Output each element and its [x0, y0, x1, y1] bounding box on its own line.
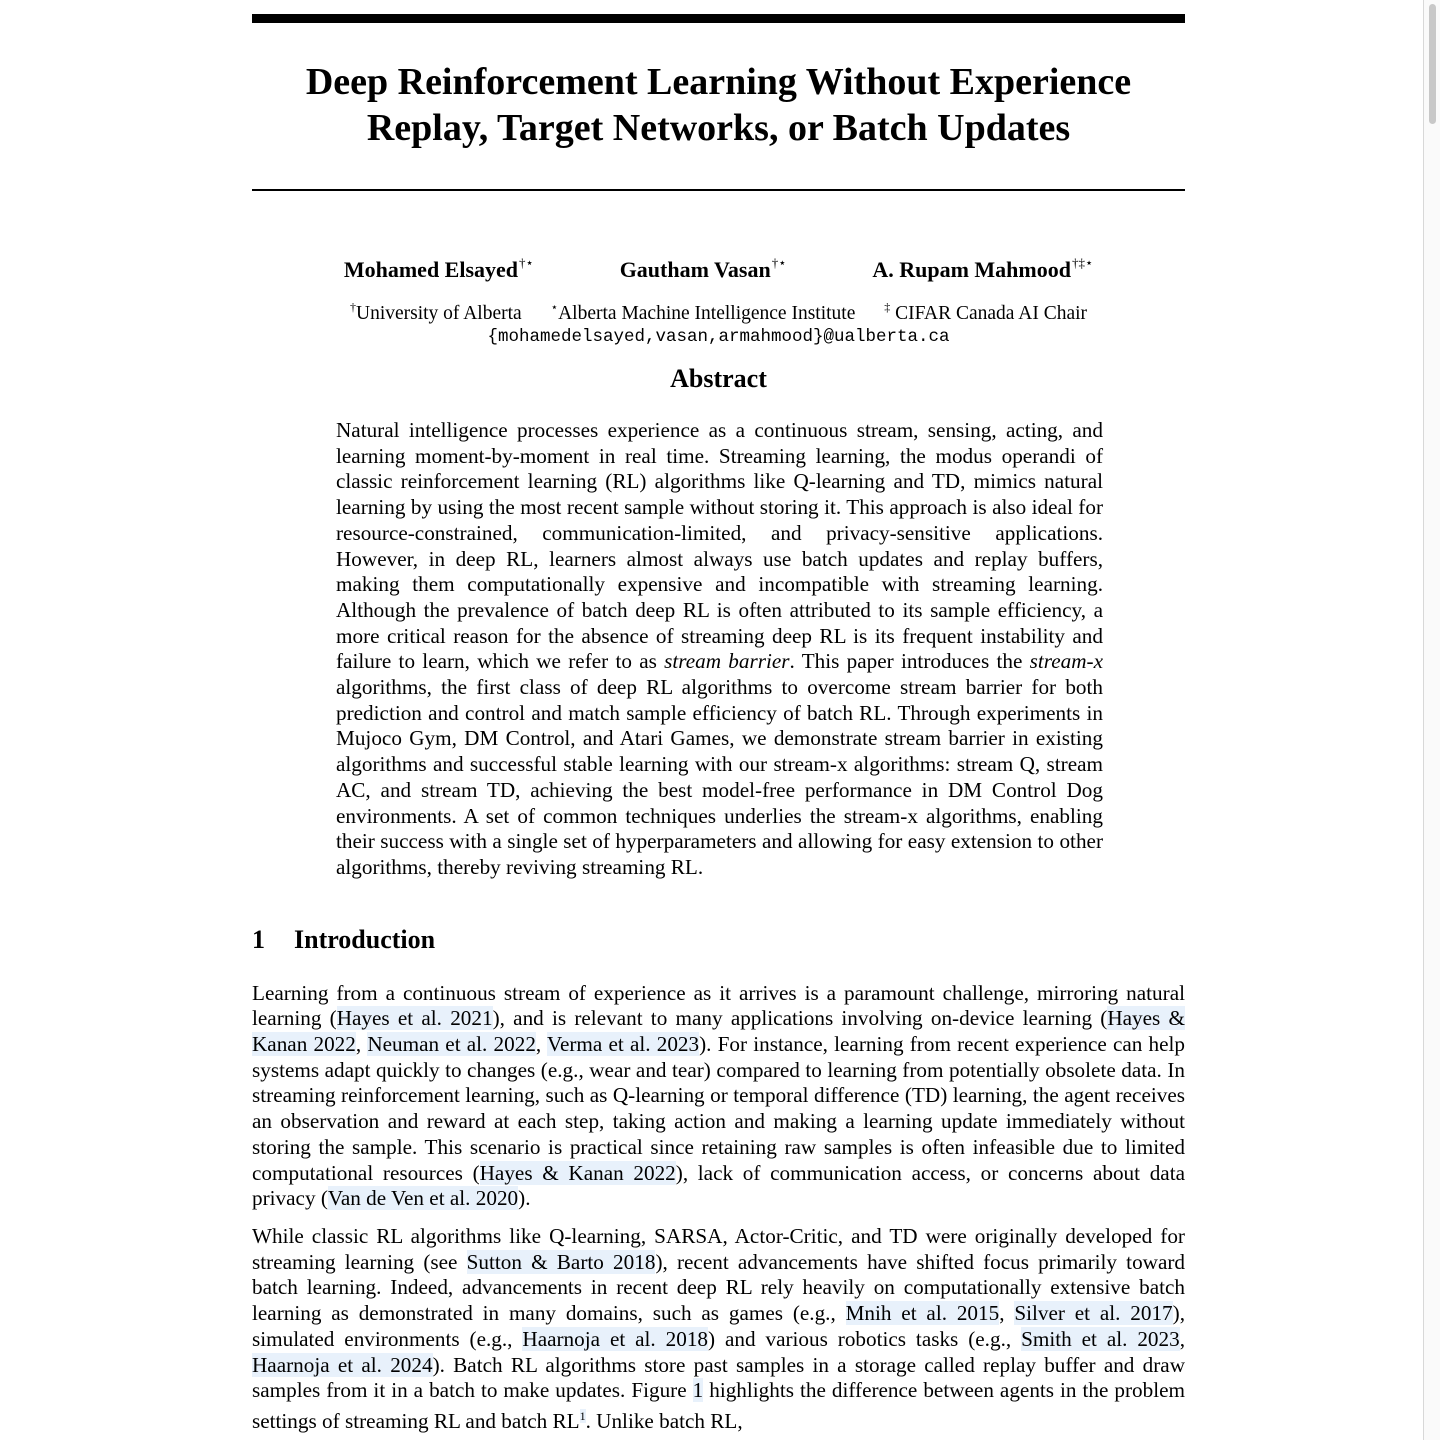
citation-link[interactable]: Hayes & Kanan 2022: [252, 1006, 1185, 1057]
author-list: [252, 255, 1185, 283]
author-email: {mohamedelsayed,vasan,armahmood}@ualberta.ca: [487, 327, 950, 347]
citation-link[interactable]: Van de Ven et al. 2020: [327, 1186, 519, 1211]
section-number: 1: [252, 924, 265, 954]
affiliations: [252, 295, 1185, 326]
citation-link[interactable]: Verma et al. 2023: [547, 1032, 700, 1057]
figure-ref-link[interactable]: 1: [692, 1378, 704, 1403]
abstract-heading: Abstract: [670, 364, 767, 393]
affiliation: ⋆Alberta Machine Intelligence Institute: [550, 300, 856, 324]
citation-link[interactable]: Sutton & Barto 2018: [466, 1249, 656, 1274]
title-rule-top: [252, 14, 1185, 23]
vertical-scrollbar[interactable]: [1423, 0, 1440, 1440]
citation-link[interactable]: Hayes et al. 2021: [336, 1006, 493, 1031]
affiliation: ‡ CIFAR Canada AI Chair: [884, 300, 1088, 324]
author: A. Rupam Mahmood†‡⋆: [872, 255, 1094, 282]
abstract-text: Natural intelligence processes experience as a continuous stream, sensing, acting, and learning moment-by-moment in real time. Streaming learning, the modus operandi of classic reinforcement learning (RL) algorithms like Q-learning and TD, mimics natural learning by using the most recent sample without storing it. This approach is also ideal for resource-constrained, communication-limited, and privacy-sensitive applications. However, in deep RL, learners almost always use batch updates and replay buffers, making them computationally expensive and incompatible with streaming learning. Although the prevalence of batch deep RL is often attributed to its sample efficiency, a more critical reason for the absence of streaming deep RL is its frequent instability and failure to learn, which we refer to as stream barrier. This paper introduces the stream-x algorithms, the first class of deep RL algorithms to overcome stream barrier for both prediction and control and match sample efficiency of batch RL. Through experiments in Mujoco Gym, DM Control, and Atari Games, we demonstrate stream barrier in existing algorithms and successful stable learning with our stream-x algorithms: stream Q, stream AC, and stream TD, achieving the best model-free performance in DM Control Dog environments. A set of common techniques underlies the stream-x algorithms, enabling their success with a single set of hyperparameters and allowing for easy extension to other algorithms, thereby reviving streaming RL.: [336, 418, 1103, 879]
intro-paragraph: Learning from a continuous stream of experience as it arrives is a paramount challenge, mirroring natural learning (Hayes et al. 2021), and is relevant to many applications involving on-device learning (Hayes & Kanan 2022, Neuman et al. 2022, Verma et al. 2023). For instance, learning from recent experience can help systems adapt quickly to changes (e.g., wear and tear) compared to learning from potentially obsolete data. In streaming reinforcement learning, such as Q-learning or temporal difference (TD) learning, the agent receives an observation and reward at each step, taking action and making a learning update immediately without storing the sample. This scenario is practical since retaining raw samples is often infeasible due to limited computational resources (Hayes & Kanan 2022), lack of communication access, or concerns about data privacy (Van de Ven et al. 2020).: [252, 980, 1186, 1211]
section-heading: [252, 925, 1185, 955]
citation-link[interactable]: Neuman et al. 2022: [367, 1032, 536, 1057]
affiliation: †University of Alberta: [349, 300, 522, 324]
citation-link[interactable]: Smith et al. 2023: [1021, 1326, 1180, 1351]
author: Mohamed Elsayed†⋆: [343, 255, 534, 282]
citation-link[interactable]: Haarnoja et al. 2018: [522, 1326, 709, 1351]
footnote-ref-link[interactable]: 1: [579, 1408, 586, 1423]
term-stream-x: stream-x: [1029, 649, 1103, 674]
paper-page: [252, 14, 1185, 1435]
author: Gautham Vasan†⋆: [619, 255, 787, 282]
intro-paragraph: While classic RL algorithms like Q-learning, SARSA, Actor-Critic, and TD were originally developed for streaming learning (see Sutton & Barto 2018), recent advancements have shifted focus primarily toward batch learning. Indeed, advancements in recent deep RL rely heavily on computationally extensive batch learning as demonstrated in many domains, such as games (e.g., Mnih et al. 2015, Silver et al. 2017), simulated environments (e.g., Haarnoja et al. 2018) and various robotics tasks (e.g., Smith et al. 2023, Haarnoja et al. 2024). Batch RL algorithms store past samples in a storage called replay buffer and draw samples from it in a batch to make updates. Figure 1 highlights the difference between agents in the problem settings of streaming RL and batch RL$^1$. Unlike batch RL,: [252, 1223, 1186, 1433]
citation-link[interactable]: Silver et al. 2017: [1014, 1301, 1173, 1326]
paper-title: Deep Reinforcement Learning Without Experience Replay, Target Networks, or Batch Updates: [305, 61, 1132, 149]
citation-link[interactable]: Mnih et al. 2015: [845, 1301, 1000, 1326]
term-stream-barrier: stream barrier: [664, 649, 790, 674]
citation-link[interactable]: Haarnoja et al. 2024: [252, 1352, 433, 1377]
citation-link[interactable]: Hayes & Kanan 2022: [479, 1160, 676, 1185]
scrollbar-thumb[interactable]: [1429, 4, 1436, 124]
section-title: Introduction: [294, 924, 436, 954]
title-rule-bottom: [252, 189, 1185, 191]
